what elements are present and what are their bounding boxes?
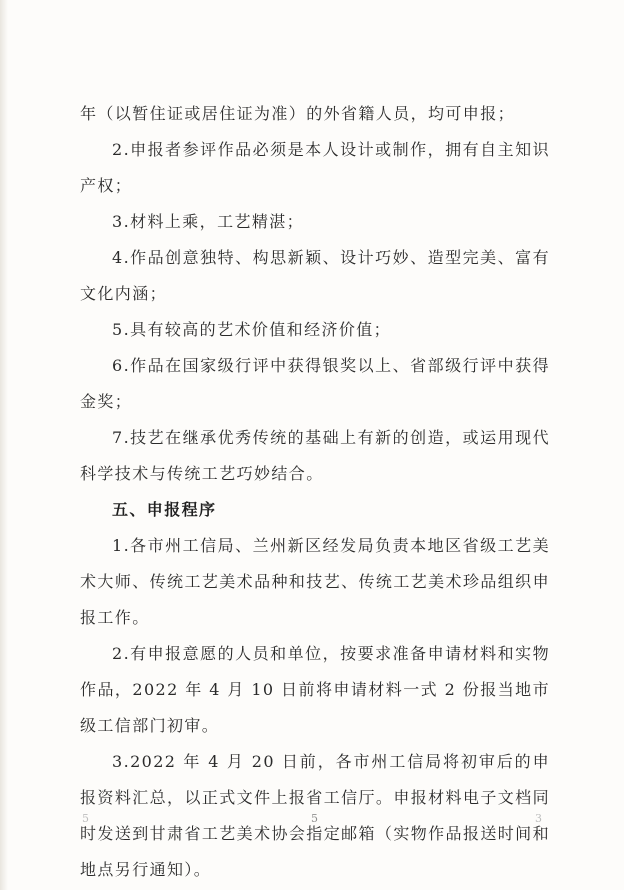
requirement-item-2: 2.申报者参评作品必须是本人设计或制作，拥有自主知识产权； (80, 140, 550, 195)
document-body (80, 96, 550, 888)
requirement-item-4: 4.作品创意独特、构思新颖、设计巧妙、造型完美、富有文化内涵； (80, 248, 550, 303)
page-number-bleed-right: 3 (535, 812, 542, 825)
requirement-item-3: 3.材料上乘，工艺精湛； (112, 212, 305, 231)
requirement-item-7: 7.技艺在继承优秀传统的基础上有新的创造，或运用现代科学技术与传统工艺巧妙结合。 (80, 428, 550, 483)
requirement-item-5: 5.具有较高的艺术价值和经济价值； (112, 320, 392, 339)
procedure-item-2: 2.有申报意愿的人员和单位，按要求准备申请材料和实物作品，2022 年 4 月 10 日前将申请材料一式 2 份报当地市级工信部门初审。 (80, 644, 550, 735)
page-number: 5 (311, 812, 318, 825)
procedure-item-1: 1.各市州工信局、兰州新区经发局负责本地区省级工艺美术大师、传统工艺美术品种和技艺、传统工艺美术珍品组织申报工作。 (80, 536, 550, 627)
section-heading: 五、申报程序 (112, 500, 217, 519)
page-number-bleed-left: 5 (82, 812, 89, 825)
page-edge-shadow (0, 0, 8, 890)
requirement-item-6: 6.作品在国家级行评中获得银奖以上、省部级行评中获得金奖； (80, 356, 550, 411)
paragraph-continuation: 年（以暂住证或居住证为准）的外省籍人员，均可申报； (80, 104, 516, 123)
procedure-item-3: 3.2022 年 4 月 20 日前，各市州工信局将初审后的申报资料汇总，以正式文件上报省工信厅。申报材料电子文档同时发送到甘肃省工艺美术协会指定邮箱（实物作品报送时间和地点另行通知）。 (80, 752, 550, 879)
